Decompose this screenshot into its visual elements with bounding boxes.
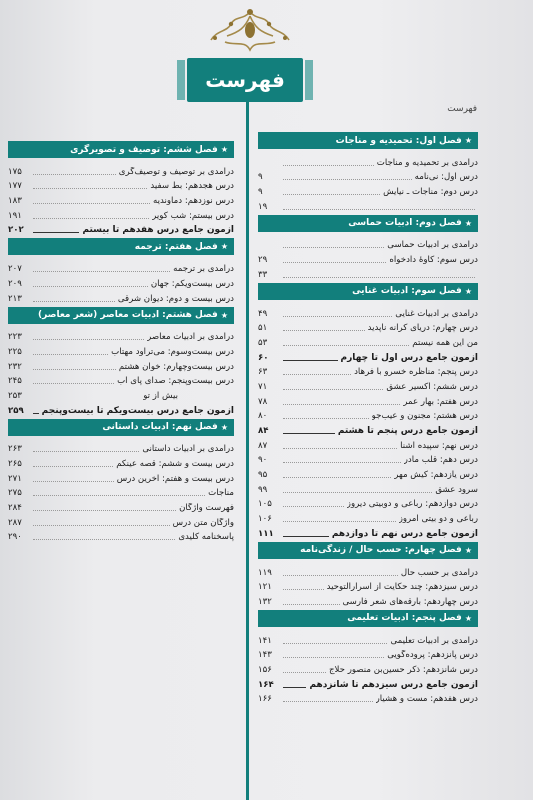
page-number: ۲۵۳: [8, 390, 22, 401]
dot-leader: [283, 418, 369, 419]
star-icon: ★: [464, 218, 472, 228]
entry-title: من این همه نیستم: [412, 337, 478, 348]
dot-leader: [283, 462, 401, 463]
toc-exam-entry[interactable]: [8, 222, 234, 237]
page-number: ۵۱: [258, 323, 268, 334]
entry-title: درس دوم: مناجات ـ نیایش: [383, 187, 478, 198]
page-number: ۱۸۳: [8, 196, 22, 207]
toc-entry[interactable]: [258, 647, 478, 662]
toc-entry[interactable]: [258, 496, 478, 511]
entry-title: درس هشتم: مجنون و عیب‌جو: [371, 411, 478, 422]
chapter-title: فصل هفتم: ترجمه: [134, 241, 218, 252]
dot-leader: [283, 687, 306, 688]
page-number: ۱۰۵: [258, 499, 272, 510]
entry-title: درس سیزدهم: چند حکایت از اسرارالتوحید: [326, 582, 478, 593]
toc-entry[interactable]: [8, 358, 234, 373]
toc-entry[interactable]: [8, 529, 234, 544]
dot-leader: [283, 589, 324, 590]
entry-title: پاسخنامه کلیدی: [178, 532, 234, 543]
entry-title: درس هفدهم: مست و هشیار: [375, 694, 478, 705]
page-number: ۲۰۲: [8, 225, 24, 236]
page-number: ۸۷: [258, 440, 268, 451]
entry-title: درآمدی بر توصیف و توصیف‌گری: [118, 166, 234, 177]
star-icon: ★: [464, 136, 472, 145]
star-icon: ★: [220, 310, 228, 320]
dot-leader: [33, 232, 79, 233]
toc-entry[interactable]: [258, 632, 478, 647]
toc-entry[interactable]: [258, 266, 478, 281]
page-number: ۲۷۱: [8, 473, 22, 484]
toc-entry[interactable]: [258, 661, 478, 676]
entry-title: درس یازدهم: کیش مهر: [394, 470, 478, 481]
dot-leader: [283, 194, 380, 195]
chapter-title: فصل هشتم: ادبیات معاصر (شعر معاصر): [38, 310, 218, 320]
page-number: ۲۸۷: [8, 517, 22, 528]
entry-title: درس پانزدهم: پروده‌گویی: [387, 650, 478, 661]
entry-title: درس نوزدهم: دماوندیه: [153, 196, 234, 207]
toc-entry[interactable]: [258, 237, 478, 252]
entry-title: درس بیستم: شب کویر: [152, 210, 234, 221]
chapter-title: فصل دوم: ادبیات حماسی: [348, 218, 462, 229]
toc-entry[interactable]: [8, 192, 234, 207]
toc-exam-entry[interactable]: [258, 422, 478, 437]
chapter-heading: [8, 141, 234, 158]
chapter-title: فصل سوم: ادبیات غنایی: [352, 286, 462, 297]
dot-leader: [33, 354, 108, 355]
toc-entry[interactable]: [8, 387, 234, 402]
entry-title: درس بیست و هفتم: آخرین درس: [116, 473, 234, 484]
entry-title: آزمون جامع درس اول تا چهارم: [340, 352, 478, 363]
toc-entry[interactable]: [8, 290, 234, 305]
entry-title: درس پنجم: مناظره خسرو با فرهاد: [354, 367, 478, 378]
column-divider: [246, 102, 249, 800]
toc-entry[interactable]: [8, 178, 234, 193]
entry-title: درس دهم: قلب مادر: [403, 455, 478, 466]
toc-entry[interactable]: [8, 163, 234, 178]
entry-title: درآمدی بر ترجمه: [173, 264, 234, 275]
dot-leader: [33, 203, 150, 204]
page-number: ۹۵: [258, 470, 268, 481]
page-number: ۵۳: [258, 337, 268, 348]
page-number: ۸۴: [258, 426, 269, 436]
toc-entry[interactable]: [8, 441, 234, 456]
page-number: ۹۰: [258, 455, 268, 466]
page-number: ۱۵۶: [258, 664, 272, 675]
dot-leader: [283, 521, 396, 522]
star-icon: ★: [464, 286, 472, 296]
page-number: ۷۸: [258, 396, 268, 407]
toc-entry[interactable]: [8, 373, 234, 388]
page-number: ۲۸۴: [8, 503, 22, 514]
toc-entry[interactable]: [258, 437, 478, 452]
page-number: ۴۹: [258, 308, 268, 319]
dot-leader: [283, 247, 384, 248]
page-number: ۹: [258, 187, 263, 198]
toc-entry[interactable]: [258, 408, 478, 423]
dot-leader: [283, 179, 412, 180]
page-number: ۱۴۳: [258, 650, 272, 661]
toc-entry[interactable]: [8, 499, 234, 514]
entry-title: درس بیست‌وپنجم: صدای پای آب: [117, 376, 234, 387]
toc-exam-entry[interactable]: [258, 676, 478, 691]
entry-title: آزمون جامع درس پنجم تا هشتم: [337, 426, 478, 436]
toc-entry[interactable]: [258, 466, 478, 481]
dot-leader: [283, 492, 432, 493]
chapter-title: فصل چهارم: حسب حال / زندگی‌نامه: [300, 545, 462, 556]
page-number: ۲۷۵: [8, 488, 22, 499]
page-number: ۲۲۵: [8, 346, 22, 357]
page-number: ۱۹: [258, 201, 268, 212]
chapter-heading: [258, 542, 478, 559]
page-number: ۱۱۹: [258, 567, 272, 578]
page-number: ۱۳۲: [258, 596, 272, 607]
chapter-heading: [258, 283, 478, 300]
toc-entry[interactable]: [258, 320, 478, 335]
entry-title: درس چهارم: دریای کرانه ناپدید: [367, 323, 478, 334]
page-number: ۱۲۱: [258, 582, 272, 593]
dot-leader: [283, 262, 386, 263]
chapter-heading: [8, 238, 234, 255]
dot-leader: [283, 165, 374, 166]
dot-leader: [33, 466, 113, 467]
star-icon: ★: [220, 145, 228, 154]
entry-title: درس بیست‌وچهارم: خوان هشتم: [118, 361, 234, 372]
entry-title: درس سوم: کاوهٔ دادخواه: [389, 255, 478, 266]
entry-title: درآمدی بر ادبیات غنایی: [395, 308, 478, 319]
page-number: ۲۴۵: [8, 376, 22, 387]
entry-title: آزمون جامع درس سیزدهم تا شانزدهم: [309, 679, 478, 690]
page-number: ۱۷۷: [8, 181, 22, 192]
toc-entry[interactable]: [258, 481, 478, 496]
entry-title: درس بیست و ششم: قصه عینکم: [116, 459, 234, 469]
entry-title: درآمدی بر تحمیدیه و مناجات: [376, 157, 478, 168]
entry-title: آزمون جامع درس نهم تا دوازدهم: [331, 528, 478, 539]
toc-exam-entry[interactable]: [258, 349, 478, 364]
toc-entry[interactable]: [8, 343, 234, 358]
chapter-title: فصل پنجم: ادبیات تعلیمی: [347, 613, 462, 624]
entry-title: رباعی و دو بیتی امروز: [398, 514, 478, 525]
star-icon: ★: [220, 422, 228, 432]
toc-entry[interactable]: [258, 393, 478, 408]
chapter-heading: [8, 307, 234, 324]
page-number: ۶۰: [258, 352, 269, 363]
chapter-heading: [258, 610, 478, 627]
page-title: فهرست: [187, 58, 303, 102]
entry-title: واژگان متن درس: [172, 517, 234, 528]
decorative-ornament-icon: [205, 6, 295, 54]
entry-title: سرود عشق: [435, 484, 478, 495]
toc-entry[interactable]: [258, 593, 478, 608]
toc-entry[interactable]: [8, 260, 234, 275]
page-number: ۱۶۶: [258, 694, 272, 705]
toc-entry[interactable]: [8, 455, 234, 470]
toc-entry[interactable]: [258, 378, 478, 393]
dot-leader: [283, 701, 373, 702]
dot-leader: [33, 271, 170, 272]
dot-leader: [283, 374, 351, 375]
entry-title: درس نهم: سپیده آشنا: [400, 440, 478, 451]
toc-entry[interactable]: [258, 510, 478, 525]
page-number: ۹: [258, 172, 263, 183]
dot-leader: [283, 345, 409, 346]
dot-leader: [283, 672, 326, 673]
page-number: ۲۲۳: [8, 332, 22, 343]
toc-entry[interactable]: [8, 514, 234, 529]
toc-entry[interactable]: [258, 169, 478, 184]
dot-leader: [283, 643, 387, 644]
entry-title: درآمدی بر حسب حال: [400, 567, 478, 578]
page-number: ۲۰۹: [8, 278, 22, 289]
page-number: ۲۶۳: [8, 444, 22, 455]
dot-leader: [33, 174, 116, 175]
page-number: ۳۳: [258, 269, 268, 280]
dot-leader: [283, 575, 398, 576]
page-number: ۲۱۳: [8, 293, 22, 304]
star-icon: ★: [464, 613, 472, 623]
toc-entry[interactable]: [258, 198, 478, 213]
entry-title: درس بیست‌وسوم: می‌تراود مهتاب: [111, 346, 234, 357]
toc-entry[interactable]: [258, 154, 478, 169]
chapter-heading: [258, 215, 478, 232]
chapter-heading: [8, 419, 234, 436]
toc-entry[interactable]: [8, 485, 234, 500]
toc-entry[interactable]: [8, 207, 234, 222]
dot-leader: [283, 330, 365, 331]
dot-leader: [33, 286, 148, 287]
entry-title: درس بیست و دوم: دیوان شرقی: [117, 293, 234, 304]
entry-title: درآمدی بر ادبیات تعلیمی: [390, 635, 478, 646]
toc-entry[interactable]: [258, 183, 478, 198]
chapter-heading: [258, 132, 478, 149]
section-heading: فهرست: [447, 104, 477, 114]
toc-entry[interactable]: [258, 452, 478, 467]
entry-title: مناجات: [208, 488, 234, 499]
entry-title: درس اول: نی‌نامه: [414, 172, 478, 183]
entry-title: درس دوازدهم: رباعی و دوبیتی دیروز: [346, 499, 478, 510]
dot-leader: [33, 369, 116, 370]
page-number: ۱۹۱: [8, 210, 22, 221]
dot-leader: [33, 383, 114, 384]
chapter-title: فصل ششم: توصیف و تصویرگری: [70, 144, 218, 155]
toc-entry[interactable]: [8, 275, 234, 290]
entry-title: فهرست واژگان: [179, 503, 234, 514]
page-number: ۱۴۱: [258, 635, 272, 646]
entry-title: آزمون جامع درس هفدهم تا بیستم: [82, 225, 234, 236]
entry-title: درآمدی بر ادبیات داستانی: [142, 444, 234, 455]
entry-title: درآمدی بر ادبیات معاصر: [147, 332, 234, 343]
dot-leader: [33, 188, 147, 189]
dot-leader: [283, 477, 391, 478]
dot-leader: [283, 657, 384, 658]
entry-title: درس بیست‌ویکم: جهان: [150, 278, 234, 289]
toc-entry[interactable]: [258, 334, 478, 349]
dot-leader: [33, 481, 114, 482]
dot-leader: [283, 209, 475, 210]
entry-title: بیش از تو: [143, 390, 178, 401]
entry-title: درس شانزدهم: ذکر حسین‌بن منصور حلاج: [329, 664, 478, 675]
toc-right-column: [258, 130, 478, 705]
dot-leader: [283, 536, 329, 537]
entry-title: درآمدی بر ادبیات حماسی: [387, 240, 478, 251]
dot-leader: [33, 539, 175, 540]
star-icon: ★: [464, 545, 472, 555]
toc-entry[interactable]: [258, 691, 478, 706]
chapter-title: فصل اول: تحمیدیه و مناجات: [335, 135, 462, 146]
page-number: ۶۳: [258, 367, 268, 378]
page-number: ۱۱۱: [258, 528, 274, 539]
page-number: ۲۶۵: [8, 459, 22, 469]
chapter-title: فصل نهم: ادبیات داستانی: [102, 422, 218, 433]
dot-leader: [33, 339, 144, 340]
toc-left-column: [8, 139, 234, 543]
page-number: ۱۷۵: [8, 166, 22, 177]
toc-entry[interactable]: [258, 564, 478, 579]
dot-leader: [33, 218, 149, 219]
page-number: ۲۹۰: [8, 532, 22, 543]
page-number: ۲۳۲: [8, 361, 22, 372]
page-number: ۷۱: [258, 381, 268, 392]
dot-leader: [33, 525, 170, 526]
page-number: ۲۵۹: [8, 405, 24, 416]
entry-title: درس هجدهم: بط سفید: [150, 181, 234, 192]
toc-exam-entry[interactable]: [8, 402, 234, 417]
toc-entry[interactable]: [8, 470, 234, 485]
dot-leader: [283, 604, 340, 605]
page-number: ۹۹: [258, 484, 268, 495]
page-number: ۲۹: [258, 255, 268, 266]
toc-entry[interactable]: [258, 305, 478, 320]
page-number: ۱۰۶: [258, 514, 272, 525]
dot-leader: [283, 506, 344, 507]
toc-exam-entry[interactable]: [258, 525, 478, 540]
dot-leader: [33, 301, 115, 302]
star-icon: ★: [220, 242, 228, 252]
dot-leader: [283, 360, 338, 361]
dot-leader: [283, 404, 400, 405]
dot-leader: [33, 495, 205, 496]
entry-title: درس هفتم: بهار عمر: [403, 396, 478, 407]
toc-entry[interactable]: [258, 579, 478, 594]
entry-title: درس چهاردهم: بارقه‌های شعر فارسی: [342, 596, 478, 607]
dot-leader: [33, 510, 176, 511]
page-number: ۸۰: [258, 411, 268, 422]
toc-entry[interactable]: [258, 251, 478, 266]
entry-title: آزمون جامع درس بیست‌ویکم تا بیست‌وپنجم: [42, 405, 234, 416]
page-number: ۲۰۷: [8, 264, 22, 275]
toc-entry[interactable]: [8, 329, 234, 344]
dot-leader: [283, 433, 335, 434]
dot-leader: [283, 448, 397, 449]
dot-leader: [33, 451, 139, 452]
dot-leader: [283, 316, 392, 317]
page-number: ۱۶۴: [258, 679, 274, 690]
toc-entry[interactable]: [258, 364, 478, 379]
entry-title: درس ششم: اکسیر عشق: [386, 381, 478, 392]
dot-leader: [283, 389, 383, 390]
dot-leader: [33, 413, 39, 414]
dot-leader: [283, 277, 475, 278]
